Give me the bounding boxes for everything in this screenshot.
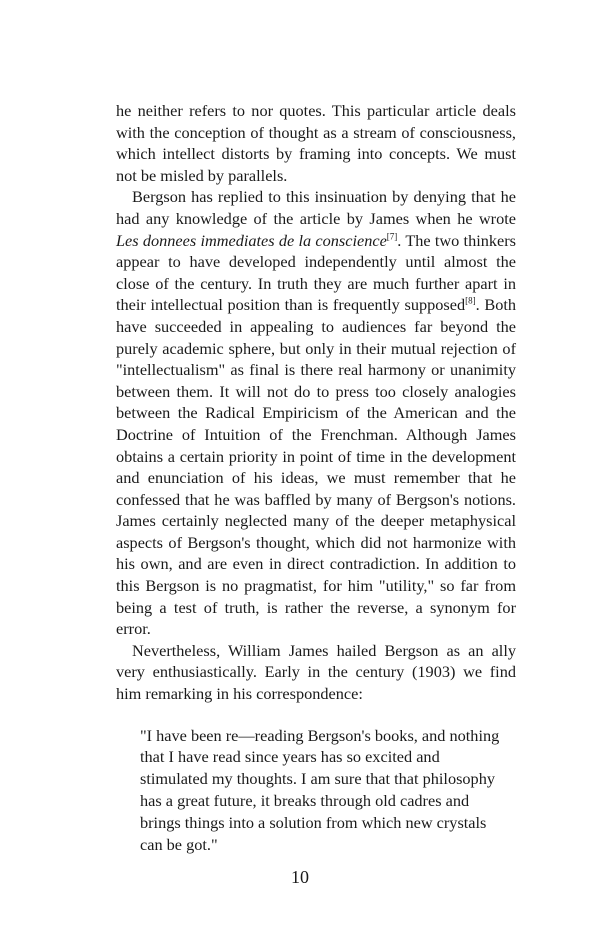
page-body	[116, 100, 516, 855]
paragraph-2-text-end: . Both have succeeded in appealing to audiences far beyond the purely academic sphere, but only in their mutual rejection of "intellectualism" as final is there real harmony or unanimity between them. It will not do to press too closely analogies between the Radical Empiricism of the American and the Doctrine of Intuition of the Frenchman. Although James obtains a certain priority in point of time in the development and enunciation of his ideas, we must remember that he confessed that he was baffled by many of Bergson's notions. James certainly neglected many of the deeper metaphysical aspects of Bergson's thought, which did not harmonize with his own, and are even in direct contradiction. In addition to this Bergson is no pragmatist, for him "utility," so far from being a test of truth, is rather the reverse, a synonym for error.	[116, 295, 517, 639]
footnote-ref-7[interactable]: [7]	[386, 231, 398, 242]
paragraph-2	[116, 186, 516, 639]
page-number: 10	[291, 867, 309, 887]
paragraph-2-text-middle: . The two thinkers appear to have developed independently until almost the close of the century. In truth they are much further apart in their intellectual position than is frequently supposed	[116, 230, 516, 315]
paragraph-2-text-start: Bergson has replied to this insinuation by denying that he had any knowledge of the article by James when he wrote	[116, 187, 516, 228]
block-quote: "I have been re—reading Bergson's books, and nothing that I have read since years has so excited and stimulated my thoughts. I am sure that that philosophy has a great future, it breaks through old cadres and brings things into a solution from which new crystals can be got."	[140, 725, 500, 854]
paragraph-3: Nevertheless, William James hailed Bergson as an ally very enthusiastically. Early in the century (1903) we find him remarking in his correspondence:	[116, 640, 516, 704]
paragraph-1: he neither refers to nor quotes. This particular article deals with the conception of thought as a stream of consciousness, which intellect distorts by framing into concepts. We must not be misled by parallels.	[116, 101, 516, 185]
footnote-ref-8[interactable]: [8]	[465, 295, 476, 306]
book-title: Les donnees immediates de la conscience	[116, 230, 387, 250]
